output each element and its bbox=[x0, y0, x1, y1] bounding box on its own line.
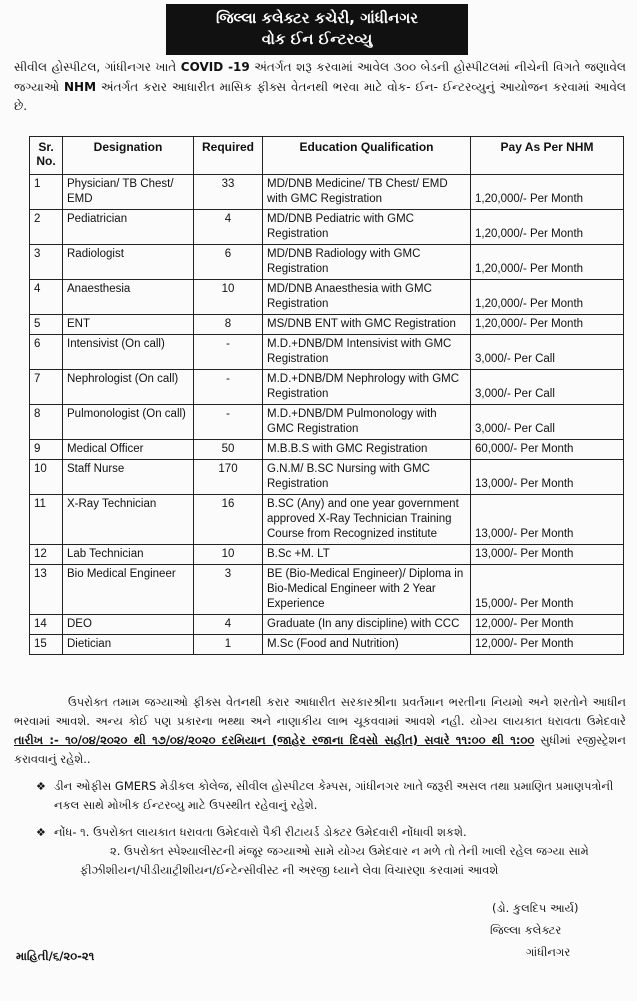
table-row bbox=[30, 175, 624, 210]
terms-text: ઉપરોક્ત તમામ જગ્યાઓ ફીક્સ વેતનથી કરાર આધારીત સરકારશ્રીના પ્રવર્તમાન ભરતીના નિયમો અને શરતોને આધીન ભરવામાં આવશે. અન્ય કોઈ પણ પ્રકારના ભથ્થા અને નાણાકીય લાભ ચૂકવવામાં આવશે નહી. યોગ્ય લાયકાત ધરાવતા ઉમેદવારે bbox=[14, 695, 626, 728]
note-1: નોંધ- ૧. ઉપરોક્ત લાયકાત ધરાવતા ઉમેદવારો પૈકી રીટાયર્ડ ડોક્ટર ઉમેદવારી નોંધાવી શકશે. bbox=[54, 825, 467, 839]
bullet-icon: ❖ bbox=[36, 826, 46, 839]
cell-designation: Pulmonologist (On call) bbox=[63, 405, 194, 440]
note-2: ૨. ઉપરોક્ત સ્પેશ્યાલીસ્ટની મંજૂર જગ્યાઓ સામે યોગ્ય ઉમેદવાર ન મળે તો તેની ખાલી રહેલ જગ્યા સામે bbox=[110, 844, 589, 858]
cell-required: 3 bbox=[194, 565, 263, 615]
cell-sr: 9 bbox=[30, 440, 63, 460]
cell-designation: DEO bbox=[63, 615, 194, 635]
intro-covid: COVID -19 bbox=[180, 60, 250, 74]
cell-sr: 15 bbox=[30, 635, 63, 655]
signatory-title: જિલ્લા કલેક્ટર bbox=[490, 923, 562, 937]
cell-sr: 13 bbox=[30, 565, 63, 615]
cell-qualification: MD/DNB Medicine/ TB Chest/ EMD with GMC Registration bbox=[263, 175, 471, 210]
signatory-place: ગાંધીનગર bbox=[526, 945, 571, 959]
header-designation: Designation bbox=[63, 137, 194, 175]
cell-required: - bbox=[194, 405, 263, 440]
note-2-continued: ફીઝીશીયન/પીડીયાટ્રીશીયન/ઈન્ટેન્સીવીસ્ટ ની અરજી ધ્યાને લેવા વિચારણા કરવામાં આવશે bbox=[80, 863, 499, 877]
table-row bbox=[30, 565, 624, 615]
header-sr: Sr. No. bbox=[30, 137, 63, 175]
cell-pay: 1,20,000/- Per Month bbox=[471, 175, 624, 210]
table-row bbox=[30, 335, 624, 370]
header-pay: Pay As Per NHM bbox=[471, 137, 624, 175]
terms-paragraph bbox=[14, 693, 626, 769]
cell-required: 10 bbox=[194, 545, 263, 565]
cell-designation: ENT bbox=[63, 315, 194, 335]
cell-qualification: Graduate (In any discipline) with CCC bbox=[263, 615, 471, 635]
cell-pay: 1,20,000/- Per Month bbox=[471, 245, 624, 280]
table-row bbox=[30, 495, 624, 545]
table-row bbox=[30, 280, 624, 315]
bullet-interview-venue bbox=[14, 777, 626, 815]
table-row bbox=[30, 405, 624, 440]
cell-sr: 7 bbox=[30, 370, 63, 405]
cell-qualification: M.B.B.S with GMC Registration bbox=[263, 440, 471, 460]
reference-number: માહિતી/૬/૨૦-૨૧ bbox=[16, 949, 95, 963]
cell-required: 4 bbox=[194, 210, 263, 245]
intro-part3: અંતર્ગત કરાર આધારીત માસિક ફીક્સ વેતનથી ભરવા માટે વોક- ઈન- ઈન્ટરવ્યુનું આયોજન કરવામાં આવેલ છે. bbox=[14, 79, 626, 113]
header-qualification: Education Qualification bbox=[263, 137, 471, 175]
signatory-name: (ડો. કુલદિપ આર્ય) bbox=[492, 901, 579, 915]
cell-pay: 3,000/- Per Call bbox=[471, 405, 624, 440]
cell-required: 170 bbox=[194, 460, 263, 495]
signature-block bbox=[480, 897, 630, 963]
cell-pay: 13,000/- Per Month bbox=[471, 460, 624, 495]
bullet-icon: ❖ bbox=[36, 780, 46, 793]
header-banner bbox=[166, 4, 468, 55]
cell-pay: 1,20,000/- Per Month bbox=[471, 210, 624, 245]
table-row bbox=[30, 460, 624, 495]
table-row bbox=[30, 545, 624, 565]
table-row bbox=[30, 440, 624, 460]
cell-sr: 12 bbox=[30, 545, 63, 565]
cell-designation: Bio Medical Engineer bbox=[63, 565, 194, 615]
cell-designation: Radiologist bbox=[63, 245, 194, 280]
cell-qualification: MD/DNB Anaesthesia with GMC Registration bbox=[263, 280, 471, 315]
interview-venue-text: ડીન ઓફીસ GMERS મેડીકલ કોલેજ, સીવીલ હોસ્પીટલ કેમ્પસ, ગાંધીનગર ખાતે જરૂરી અસલ તથા પ્રમાણિત પ્રમાણપત્રોની નકલ સાથે મોખીક ઈન્ટરવ્યુ માટે ઉપસ્થીત રહેવાનું રહેશે. bbox=[54, 779, 614, 812]
cell-sr: 2 bbox=[30, 210, 63, 245]
intro-part1: સીવીલ હોસ્પીટલ, ગાંધીનગર ખાતે bbox=[14, 60, 181, 74]
cell-sr: 14 bbox=[30, 615, 63, 635]
table-row bbox=[30, 635, 624, 655]
intro-paragraph bbox=[14, 58, 626, 117]
cell-designation: Staff Nurse bbox=[63, 460, 194, 495]
notes-section bbox=[14, 693, 626, 880]
cell-pay: 13,000/- Per Month bbox=[471, 495, 624, 545]
table-row bbox=[30, 245, 624, 280]
cell-required: 6 bbox=[194, 245, 263, 280]
intro-nhm: NHM bbox=[64, 79, 97, 94]
cell-qualification: M.D.+DNB/DM Intensivist with GMC Registration bbox=[263, 335, 471, 370]
cell-required: 50 bbox=[194, 440, 263, 460]
cell-qualification: MS/DNB ENT with GMC Registration bbox=[263, 315, 471, 335]
cell-pay: 3,000/- Per Call bbox=[471, 370, 624, 405]
table-body bbox=[30, 175, 624, 655]
cell-designation: Dietician bbox=[63, 635, 194, 655]
cell-qualification: M.Sc (Food and Nutrition) bbox=[263, 635, 471, 655]
cell-qualification: M.D.+DNB/DM Pulmonology with GMC Registration bbox=[263, 405, 471, 440]
cell-pay: 1,20,000/- Per Month bbox=[471, 315, 624, 335]
cell-required: 1 bbox=[194, 635, 263, 655]
header-required: Required bbox=[194, 137, 263, 175]
cell-designation: Physician/ TB Chest/ EMD bbox=[63, 175, 194, 210]
cell-designation: Lab Technician bbox=[63, 545, 194, 565]
vacancy-table bbox=[29, 136, 624, 655]
cell-designation: Nephrologist (On call) bbox=[63, 370, 194, 405]
cell-required: 8 bbox=[194, 315, 263, 335]
cell-required: 10 bbox=[194, 280, 263, 315]
cell-qualification: G.N.M/ B.SC Nursing with GMC Registration bbox=[263, 460, 471, 495]
cell-sr: 6 bbox=[30, 335, 63, 370]
cell-qualification: B.SC (Any) and one year government approved X-Ray Technician Training Course from Recognized institute bbox=[263, 495, 471, 545]
table-row bbox=[30, 615, 624, 635]
cell-designation: X-Ray Technician bbox=[63, 495, 194, 545]
table-row bbox=[30, 210, 624, 245]
cell-pay: 1,20,000/- Per Month bbox=[471, 280, 624, 315]
cell-pay: 12,000/- Per Month bbox=[471, 615, 624, 635]
cell-sr: 4 bbox=[30, 280, 63, 315]
cell-qualification: M.D.+DNB/DM Nephrology with GMC Registration bbox=[263, 370, 471, 405]
cell-designation: Anaesthesia bbox=[63, 280, 194, 315]
cell-pay: 13,000/- Per Month bbox=[471, 545, 624, 565]
cell-sr: 8 bbox=[30, 405, 63, 440]
cell-sr: 1 bbox=[30, 175, 63, 210]
intro-part2: અંતર્ગત શરૂ કરવામાં આવેલ ૩૦૦ બેડની હોસ્પીટલમાં નીચેની વિગતે જણાવેલ જગ્યાઓ bbox=[14, 60, 626, 94]
cell-qualification: MD/DNB Pediatric with GMC Registration bbox=[263, 210, 471, 245]
cell-sr: 10 bbox=[30, 460, 63, 495]
cell-pay: 15,000/- Per Month bbox=[471, 565, 624, 615]
registration-dates: તારીખ :- ૧૦/૦૪/૨૦૨૦ થી ૧૭/૦૪/૨૦૨૦ દરમિયાન (જાહેર રજાના દિવસો સહીત) સવારે ૧૧:૦૦ થી ૧:૦૦ bbox=[14, 733, 535, 747]
terms-end: સુધીમાં રજીસ્ટ્રેશન કરાવવાનું રહેશે.. bbox=[14, 733, 626, 766]
cell-pay: 3,000/- Per Call bbox=[471, 335, 624, 370]
table-row bbox=[30, 370, 624, 405]
bullet-notes bbox=[14, 823, 626, 842]
office-title: જિલ્લા કલેક્ટર કચેરી, ગાંધીનગર bbox=[215, 9, 419, 27]
cell-required: - bbox=[194, 335, 263, 370]
cell-required: 16 bbox=[194, 495, 263, 545]
cell-pay: 60,000/- Per Month bbox=[471, 440, 624, 460]
table-header-row bbox=[30, 137, 624, 175]
cell-designation: Intensivist (On call) bbox=[63, 335, 194, 370]
cell-sr: 11 bbox=[30, 495, 63, 545]
cell-sr: 5 bbox=[30, 315, 63, 335]
cell-required: - bbox=[194, 370, 263, 405]
cell-qualification: B.Sc +M. LT bbox=[263, 545, 471, 565]
cell-designation: Medical Officer bbox=[63, 440, 194, 460]
cell-qualification: BE (Bio-Medical Engineer)/ Diploma in Bio-Medical Engineer with 2 Year Experience bbox=[263, 565, 471, 615]
cell-sr: 3 bbox=[30, 245, 63, 280]
cell-qualification: MD/DNB Radiology with GMC Registration bbox=[263, 245, 471, 280]
cell-required: 4 bbox=[194, 615, 263, 635]
cell-pay: 12,000/- Per Month bbox=[471, 635, 624, 655]
table-row bbox=[30, 315, 624, 335]
cell-required: 33 bbox=[194, 175, 263, 210]
notice-title: વોક ઈન ઈન્ટરવ્યુ bbox=[261, 30, 373, 48]
cell-designation: Pediatrician bbox=[63, 210, 194, 245]
